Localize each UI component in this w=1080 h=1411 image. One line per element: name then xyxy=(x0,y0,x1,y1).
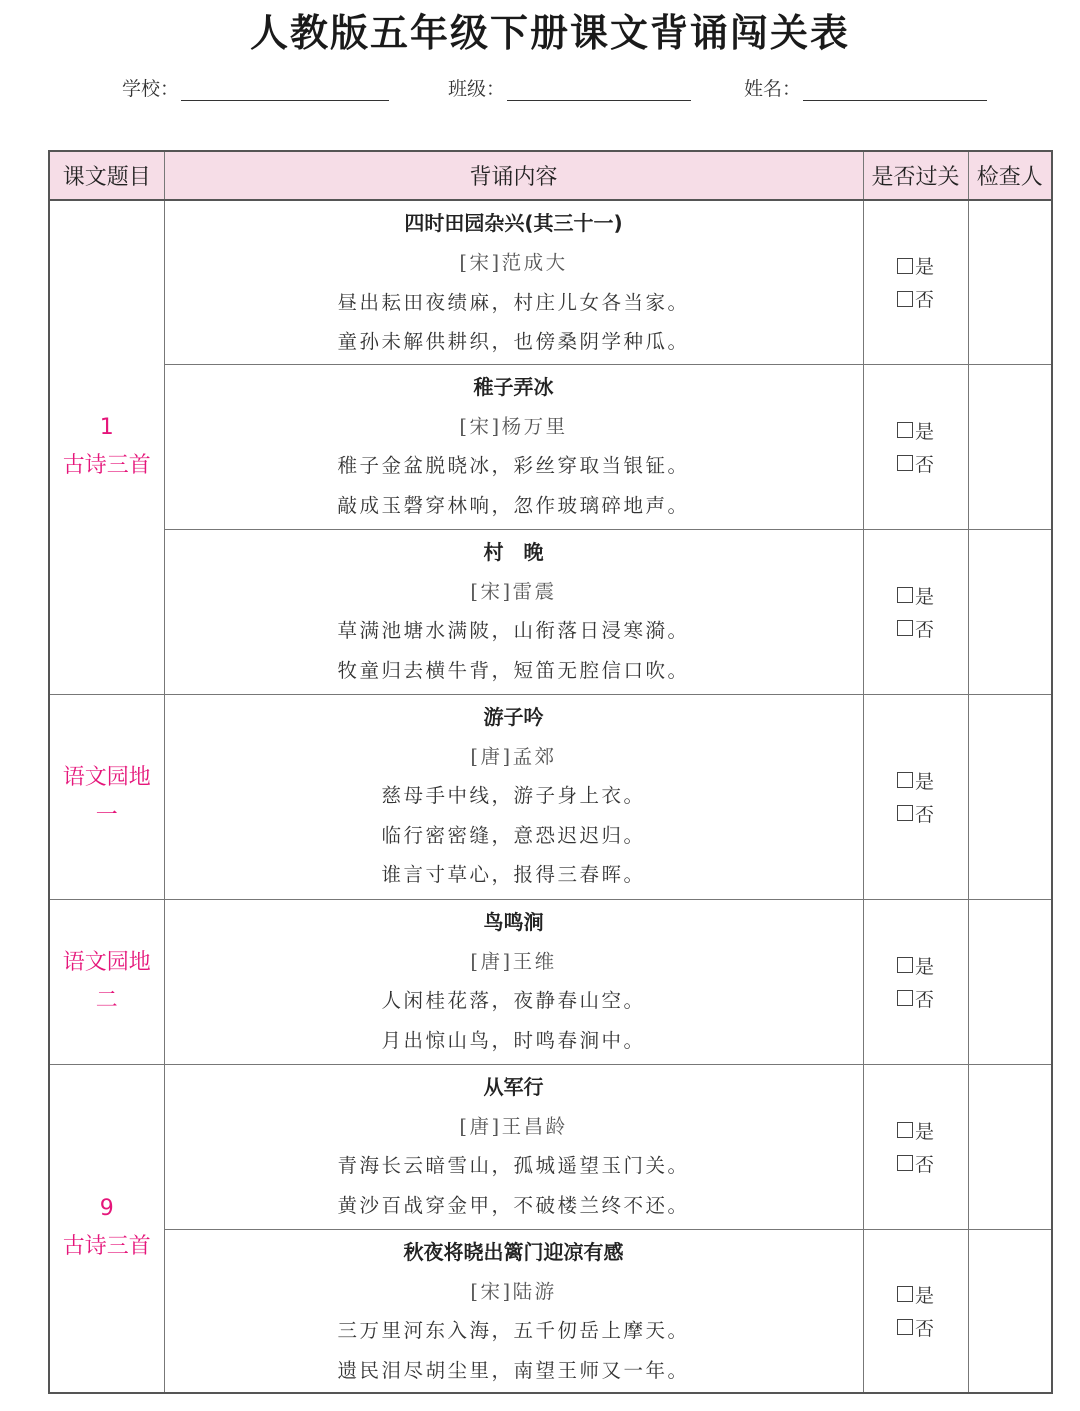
no-label: 否 xyxy=(914,803,934,826)
table-row xyxy=(49,529,1052,694)
poem-line: 青海长云暗雪山，孤城遥望玉门关。 xyxy=(337,1154,690,1177)
poem-line: 谁言寸草心，报得三春晖。 xyxy=(381,863,646,886)
yes-label: 是 xyxy=(914,770,934,793)
checkbox-icon[interactable] xyxy=(897,455,913,471)
poem-author: [唐]王维 xyxy=(470,949,557,973)
poem-cell xyxy=(164,694,863,899)
pass-cell xyxy=(863,364,968,529)
yes-checkbox[interactable] xyxy=(864,414,968,447)
school-field[interactable] xyxy=(122,74,389,101)
lesson-number: 1 xyxy=(99,415,114,441)
no-checkbox[interactable] xyxy=(864,612,968,645)
poem-cell xyxy=(164,200,863,364)
pass-cell xyxy=(863,694,968,899)
poem-line: 敲成玉磬穿林响，忽作玻璃碎地声。 xyxy=(337,493,690,517)
checkbox-icon[interactable] xyxy=(897,620,913,636)
yes-checkbox[interactable] xyxy=(864,1278,968,1311)
poem-line: 牧童归去横牛背，短笛无腔信口吹。 xyxy=(337,658,690,682)
lesson-number: 一 xyxy=(95,802,118,828)
poem-author: [唐]王昌龄 xyxy=(459,1114,568,1138)
no-label: 否 xyxy=(914,1153,934,1176)
student-info-row xyxy=(0,74,1080,114)
checker-cell[interactable] xyxy=(968,1064,1052,1229)
poem-line: 临行密密缝，意恐迟迟归。 xyxy=(381,823,646,847)
header-content: 背诵内容 xyxy=(164,151,863,200)
checker-cell[interactable] xyxy=(968,1229,1052,1393)
checker-cell[interactable] xyxy=(968,899,1052,1064)
lesson-cell xyxy=(49,1064,164,1393)
lesson-number: 二 xyxy=(95,987,118,1013)
poem-line: 慈母手中线，游子身上衣。 xyxy=(381,784,646,807)
class-label: 班级： xyxy=(448,78,506,100)
checkbox-icon[interactable] xyxy=(897,805,913,821)
checker-cell[interactable] xyxy=(968,200,1052,364)
school-label: 学校： xyxy=(122,78,180,100)
poem-line: 黄沙百战穿金甲，不破楼兰终不还。 xyxy=(337,1193,690,1217)
poem-line: 人闲桂花落，夜静春山空。 xyxy=(381,989,646,1012)
yes-checkbox[interactable] xyxy=(864,1114,968,1147)
poem-cell xyxy=(164,1064,863,1229)
poem-line: 稚子金盆脱晓冰，彩丝穿取当银钲。 xyxy=(337,454,690,477)
poem-author: [唐]孟郊 xyxy=(470,744,557,768)
pass-cell xyxy=(863,1064,968,1229)
lesson-cell xyxy=(49,694,164,899)
poem-cell xyxy=(164,899,863,1064)
checkbox-icon[interactable] xyxy=(897,990,913,1006)
name-blank-line[interactable] xyxy=(803,74,987,101)
poem-title: 四时田园杂兴(其三十一) xyxy=(404,211,623,235)
no-checkbox[interactable] xyxy=(864,282,968,315)
name-label: 姓名： xyxy=(744,78,802,100)
no-checkbox[interactable] xyxy=(864,797,968,830)
checkbox-icon[interactable] xyxy=(897,1286,913,1302)
yes-label: 是 xyxy=(914,1120,934,1143)
recitation-table xyxy=(48,150,1053,1394)
class-field[interactable] xyxy=(448,74,691,101)
header-passed: 是否过关 xyxy=(863,151,968,200)
poem-line: 童孙未解供耕织，也傍桑阴学种瓜。 xyxy=(337,330,690,353)
table-row xyxy=(49,899,1052,1064)
yes-label: 是 xyxy=(914,420,934,443)
checkbox-icon[interactable] xyxy=(897,1155,913,1171)
lesson-name: 语文园地 xyxy=(62,949,151,975)
pass-cell xyxy=(863,529,968,694)
checkbox-icon[interactable] xyxy=(897,258,913,274)
poem-author: [宋]范成大 xyxy=(459,251,568,274)
poem-title: 游子吟 xyxy=(483,704,544,729)
yes-label: 是 xyxy=(914,256,934,279)
class-blank-line[interactable] xyxy=(507,74,691,101)
header-checker: 检查人 xyxy=(968,151,1052,200)
lesson-name: 古诗三首 xyxy=(62,1234,151,1260)
table-row xyxy=(49,1064,1052,1229)
poem-title: 从军行 xyxy=(483,1074,544,1099)
page-title: 人教版五年级下册课文背诵闯关表 xyxy=(249,11,850,55)
lesson-name: 语文园地 xyxy=(62,764,151,790)
yes-label: 是 xyxy=(914,585,934,608)
no-checkbox[interactable] xyxy=(864,1147,968,1180)
yes-checkbox[interactable] xyxy=(864,249,968,282)
poem-line: 草满池塘水满陂，山衔落日浸寒漪。 xyxy=(337,619,690,642)
checkbox-icon[interactable] xyxy=(897,772,913,788)
checkbox-icon[interactable] xyxy=(897,1319,913,1335)
poem-title: 村 晚 xyxy=(483,539,544,564)
header-topic: 课文题目 xyxy=(49,151,164,200)
yes-checkbox[interactable] xyxy=(864,579,968,612)
poem-title: 秋夜将晓出篱门迎凉有感 xyxy=(403,1239,624,1264)
checkbox-icon[interactable] xyxy=(897,587,913,603)
poem-line: 昼出耘田夜绩麻，村庄儿女各当家。 xyxy=(337,290,690,314)
table-row xyxy=(49,364,1052,529)
poem-title: 鸟鸣涧 xyxy=(483,909,544,934)
lesson-number: 9 xyxy=(99,1196,114,1222)
pass-cell xyxy=(863,1229,968,1393)
name-field[interactable] xyxy=(744,74,987,101)
no-label: 否 xyxy=(914,1317,934,1340)
checker-cell[interactable] xyxy=(968,694,1052,899)
lesson-cell xyxy=(49,200,164,694)
no-label: 否 xyxy=(914,618,934,641)
checkbox-icon[interactable] xyxy=(897,422,913,438)
checker-cell[interactable] xyxy=(968,529,1052,694)
checkbox-icon[interactable] xyxy=(897,291,913,307)
yes-label: 是 xyxy=(914,1284,934,1307)
yes-checkbox[interactable] xyxy=(864,949,968,982)
table-row xyxy=(49,200,1052,364)
no-label: 否 xyxy=(914,453,934,476)
school-blank-line[interactable] xyxy=(181,74,389,101)
no-checkbox[interactable] xyxy=(864,982,968,1015)
no-checkbox[interactable] xyxy=(864,447,968,480)
pass-cell xyxy=(863,200,968,364)
table-row xyxy=(49,694,1052,899)
poem-author: [宋]陆游 xyxy=(470,1279,557,1303)
no-checkbox[interactable] xyxy=(864,1311,968,1344)
table-header-row xyxy=(49,151,1052,200)
yes-checkbox[interactable] xyxy=(864,764,968,797)
no-label: 否 xyxy=(914,289,934,312)
pass-cell xyxy=(863,899,968,1064)
poem-cell xyxy=(164,529,863,694)
poem-line: 月出惊山鸟，时鸣春涧中。 xyxy=(381,1028,646,1052)
lesson-name: 古诗三首 xyxy=(62,453,151,479)
poem-line: 三万里河东入海，五千仞岳上摩天。 xyxy=(337,1319,690,1342)
table-row xyxy=(49,1229,1052,1393)
checkbox-icon[interactable] xyxy=(897,957,913,973)
poem-cell xyxy=(164,1229,863,1393)
poem-cell xyxy=(164,364,863,529)
checker-cell[interactable] xyxy=(968,364,1052,529)
yes-label: 是 xyxy=(914,955,934,978)
poem-title: 稚子弄冰 xyxy=(473,374,554,399)
poem-author: [宋]雷震 xyxy=(470,579,557,603)
poem-author: [宋]杨万里 xyxy=(459,414,568,438)
poem-line: 遗民泪尽胡尘里，南望王师又一年。 xyxy=(337,1358,690,1382)
no-label: 否 xyxy=(914,988,934,1011)
checkbox-icon[interactable] xyxy=(897,1122,913,1138)
lesson-cell xyxy=(49,899,164,1064)
